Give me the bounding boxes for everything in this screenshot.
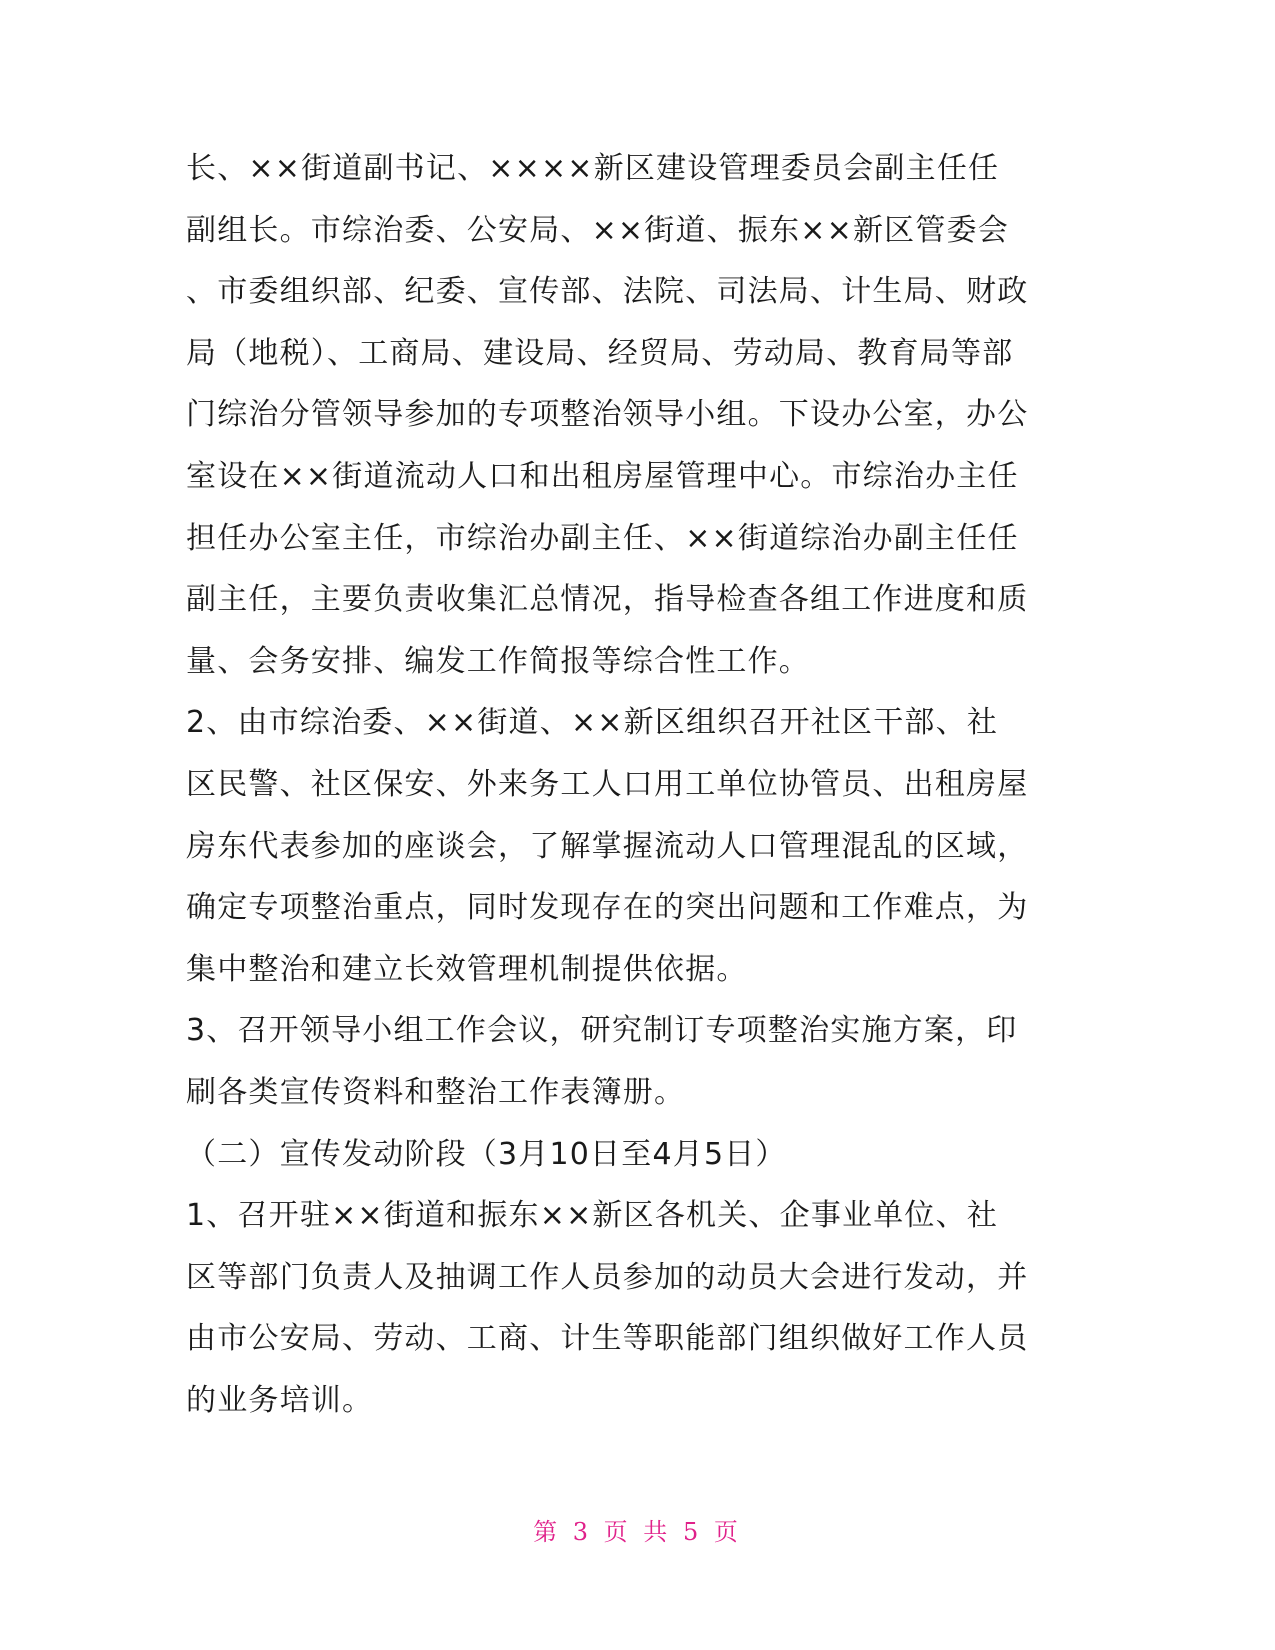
text-line: 室设在××街道流动人口和出租房屋管理中心。市综治办主任	[186, 458, 1019, 494]
section-heading: （二）宣传发动阶段（3月10日至4月5日）	[186, 1136, 787, 1172]
text-line: 局（地税）、工商局、建设局、经贸局、劳动局、教育局等部	[186, 335, 1014, 371]
text-line: 1、召开驻××街道和振东××新区各机关、企事业单位、社	[186, 1198, 999, 1234]
text-line: 副主任，主要负责收集汇总情况，指导检查各组工作进度和质	[186, 582, 1029, 618]
text-line: 刷各类宣传资料和整治工作表簿册。	[186, 1074, 686, 1110]
text-line: 的业务培训。	[186, 1382, 374, 1418]
text-line: 门综治分管领导参加的专项整治领导小组。下设办公室，办公	[186, 397, 1029, 433]
text-line: 长、××街道副书记、××××新区建设管理委员会副主任任	[186, 151, 1000, 186]
text-line: 区等部门负责人及抽调工作人员参加的动员大会进行发动，并	[186, 1259, 1029, 1295]
text-line: 担任办公室主任，市综治办副主任、××街道综治办副主任任	[186, 520, 1019, 556]
text-line: 区民警、社区保安、外来务工人口用工单位协管员、出租房屋	[186, 766, 1029, 802]
text-line: 、市委组织部、纪委、宣传部、法院、司法局、计生局、财政	[186, 274, 1029, 310]
text-line: 3、召开领导小组工作会议，研究制订专项整治实施方案，印	[186, 1013, 1018, 1049]
text-line: 确定专项整治重点，同时发现存在的突出问题和工作难点，为	[186, 890, 1029, 926]
text-line: 集中整治和建立长效管理机制提供依据。	[186, 951, 748, 987]
text-line: 副组长。市综治委、公安局、××街道、振东××新区管委会	[186, 212, 1009, 248]
page-number-footer: 第 3 页 共 5 页	[533, 1518, 742, 1546]
text-line: 房东代表参加的座谈会，了解掌握流动人口管理混乱的区域，	[186, 828, 1029, 864]
document-body	[186, 138, 1086, 1431]
text-line: 由市公安局、劳动、工商、计生等职能部门组织做好工作人员	[186, 1321, 1029, 1357]
text-line: 2、由市综治委、××街道、××新区组织召开社区干部、社	[186, 705, 999, 741]
text-line: 量、会务安排、编发工作简报等综合性工作。	[186, 643, 810, 679]
